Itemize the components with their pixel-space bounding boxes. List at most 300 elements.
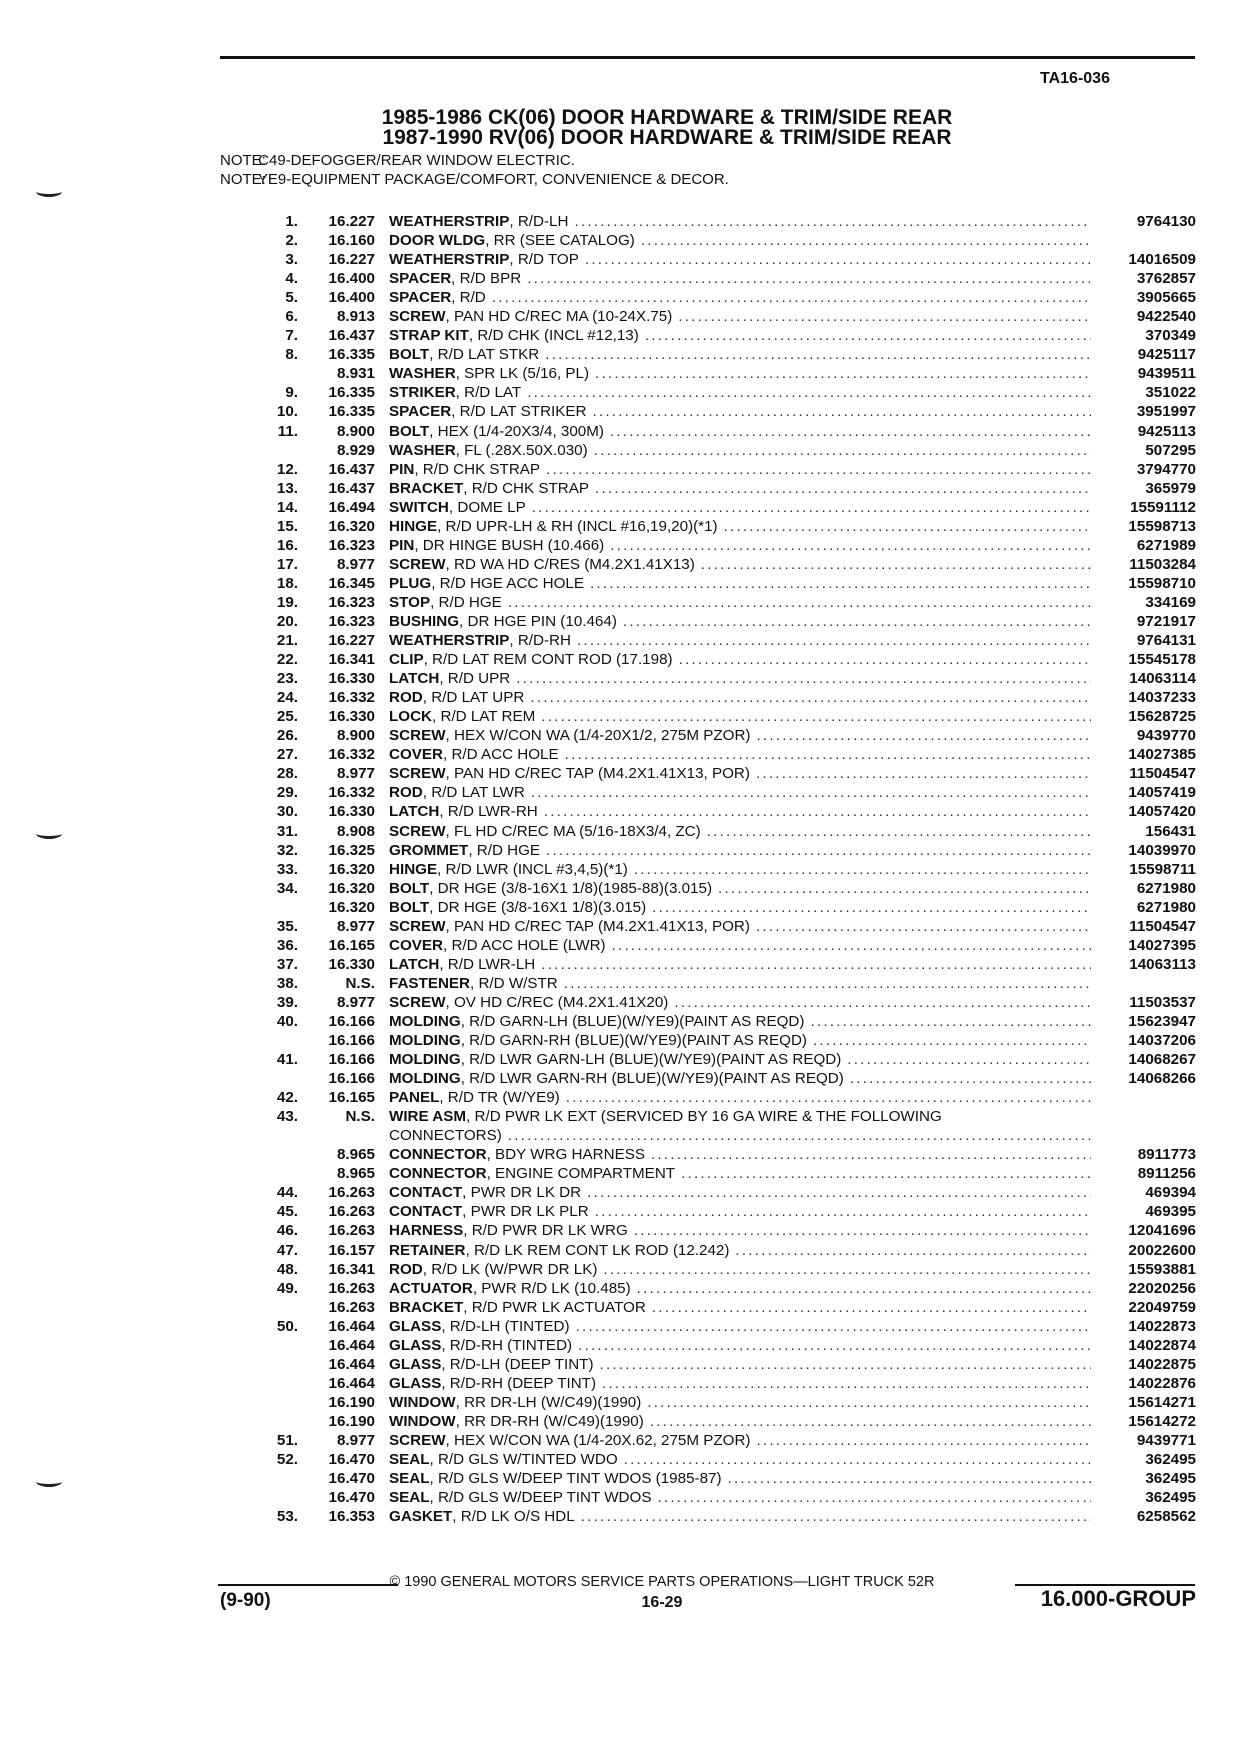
part-detail: CONNECTORS): [389, 1127, 502, 1145]
group-number: 16.320: [328, 879, 375, 897]
item-number: 21.: [276, 632, 298, 650]
parts-row: [260, 326, 1196, 345]
description-text: [389, 1221, 628, 1240]
group-number: 16.330: [328, 670, 375, 688]
part-number: 507295: [1145, 441, 1196, 459]
description-text: [389, 364, 589, 383]
group-number: 16.320: [328, 860, 375, 878]
description: [389, 402, 1091, 421]
description: [389, 1050, 1091, 1069]
part-detail: , ENGINE COMPARTMENT: [486, 1165, 676, 1183]
group-number: 16.227: [328, 632, 375, 650]
parts-row: [260, 936, 1196, 955]
description: [389, 593, 1091, 612]
group-number: 16.335: [328, 403, 375, 421]
description-text: [389, 555, 695, 574]
group-label: 16.000-GROUP: [1040, 1586, 1196, 1611]
part-number: 20022600: [1128, 1241, 1196, 1259]
part-detail: , DR HGE (3/8-16X1 1/8)(3.015): [429, 898, 647, 916]
item-number: 16.: [276, 536, 298, 554]
item-number: 24.: [276, 689, 298, 707]
description: [389, 650, 1091, 669]
description-text: [389, 841, 540, 860]
item-number: 11.: [277, 422, 298, 440]
part-number: 351022: [1145, 384, 1196, 402]
group-number: 16.494: [328, 498, 375, 516]
parts-row: [260, 250, 1196, 269]
group-number: 16.464: [328, 1355, 375, 1373]
description-text: [389, 1031, 807, 1050]
item-number: 41.: [276, 1051, 298, 1069]
part-number: 9764131: [1136, 632, 1196, 650]
description-text: [389, 1050, 841, 1069]
item-number: 3.: [285, 251, 298, 269]
part-number: 11504547: [1129, 917, 1196, 935]
binder-hole-mark: [36, 186, 62, 197]
part-detail: , R/D TR (W/YE9): [439, 1089, 560, 1107]
part-number: 15628725: [1128, 708, 1196, 726]
description: [389, 498, 1091, 517]
leader-dots: [750, 917, 1091, 936]
part-number: 6258562: [1136, 1508, 1196, 1526]
part-detail: , PAN HD C/REC TAP (M4.2X1.41X13, POR): [445, 917, 750, 935]
item-number: 29.: [276, 784, 298, 802]
item-number: 14.: [276, 498, 298, 516]
group-number: 16.330: [328, 955, 375, 973]
part-detail: , R/D GLS W/TINTED WDO: [429, 1451, 618, 1469]
description-text: [389, 517, 718, 536]
part-number: 11503284: [1129, 555, 1196, 573]
group-number: 16.263: [328, 1222, 375, 1240]
description: [389, 1450, 1091, 1469]
item-number: 10.: [276, 403, 298, 421]
part-name: CONTACT: [389, 1203, 463, 1221]
part-detail: , FL (.28X.50X.030): [455, 441, 588, 459]
group-number: 16.335: [328, 346, 375, 364]
group-number: 16.470: [328, 1470, 375, 1488]
item-number: 30.: [276, 803, 298, 821]
parts-row: [260, 460, 1196, 479]
description: [389, 1183, 1091, 1202]
description: [389, 879, 1091, 898]
part-name: SPACER: [389, 289, 452, 307]
parts-row: [260, 1050, 1196, 1069]
part-name: SEAL: [389, 1451, 430, 1469]
description-text: [389, 422, 604, 441]
description-text: [389, 917, 750, 936]
description-text: [389, 1488, 651, 1507]
parts-row: [260, 707, 1196, 726]
parts-row: [260, 593, 1196, 612]
group-number: 16.263: [328, 1184, 375, 1202]
leader-dots: [606, 936, 1091, 955]
parts-row: [260, 345, 1196, 364]
part-detail: , R/D W/STR: [470, 974, 558, 992]
description-text: [389, 1298, 646, 1317]
parts-row: [260, 1088, 1196, 1107]
part-name: WEATHERSTRIP: [389, 632, 510, 650]
description-text: [389, 1507, 575, 1526]
part-name: SCREW: [389, 917, 446, 935]
part-name: LATCH: [389, 955, 440, 973]
leader-dots: [540, 841, 1091, 860]
group-number: 16.332: [328, 746, 375, 764]
item-number: 20.: [276, 612, 298, 630]
part-number: 14063114: [1129, 670, 1196, 688]
part-number: 14027385: [1128, 746, 1196, 764]
group-number: 8.965: [336, 1146, 375, 1164]
part-detail: , HEX (1/4-20X3/4, 300M): [429, 422, 604, 440]
description-text: [389, 593, 502, 612]
part-detail: , R/D TOP: [509, 251, 579, 269]
item-number: 38.: [276, 974, 298, 992]
group-number: 8.977: [336, 993, 375, 1011]
part-detail: , RR (SEE CATALOG): [485, 232, 635, 250]
parts-row: [260, 993, 1196, 1012]
part-name: CLIP: [389, 651, 424, 669]
description-text: [389, 231, 635, 250]
group-number: 16.470: [328, 1489, 375, 1507]
group-number: 16.332: [328, 784, 375, 802]
part-name: GLASS: [389, 1374, 442, 1392]
description: [389, 1202, 1091, 1221]
part-detail: , R/D LK O/S HDL: [452, 1508, 575, 1526]
group-number: 16.190: [328, 1393, 375, 1411]
description: [389, 936, 1091, 955]
item-number: 9.: [285, 384, 298, 402]
part-name: SCREW: [389, 993, 446, 1011]
parts-row: [260, 1145, 1196, 1164]
item-number: 49.: [276, 1279, 298, 1297]
group-number: 16.400: [328, 270, 375, 288]
part-number: 15598711: [1129, 860, 1196, 878]
part-name: STOP: [389, 593, 431, 611]
parts-row: [260, 1202, 1196, 1221]
leader-dots: [570, 1317, 1091, 1336]
description-text: [389, 1183, 581, 1202]
parts-row: [260, 231, 1196, 250]
part-detail: , R/D-RH: [509, 632, 571, 650]
part-detail: , PWR DR LK PLR: [462, 1203, 589, 1221]
description-text: [389, 326, 639, 345]
part-name: SEAL: [389, 1470, 430, 1488]
part-name: MOLDING: [389, 1051, 461, 1069]
item-number: 48.: [276, 1260, 298, 1278]
parts-row: [260, 517, 1196, 536]
item-number: 44.: [276, 1184, 298, 1202]
group-number: 16.227: [328, 251, 375, 269]
group-number: 16.165: [328, 1089, 375, 1107]
part-name: FASTENER: [389, 974, 471, 992]
page-ref: TA16-036: [1040, 70, 1110, 87]
item-number: 1.: [285, 213, 298, 230]
item-number: 12.: [276, 460, 298, 478]
parts-row: [260, 745, 1196, 764]
part-number: 8911256: [1137, 1165, 1196, 1183]
leader-dots: [596, 1374, 1091, 1393]
parts-row: [260, 1279, 1196, 1298]
group-number: 8.977: [336, 555, 375, 573]
note-label: NOTE:: [220, 152, 266, 169]
description-text: [389, 993, 668, 1012]
group-number: 16.166: [328, 1051, 375, 1069]
item-number: 18.: [276, 574, 298, 592]
item-number: 5.: [285, 289, 298, 307]
description: [389, 479, 1091, 498]
part-detail: , SPR LK (5/16, PL): [455, 365, 590, 383]
parts-row: [260, 726, 1196, 745]
part-detail: , R/D LWR GARN-LH (BLUE)(W/YE9)(PAINT AS REQD): [460, 1051, 842, 1069]
parts-row: [260, 574, 1196, 593]
description-text: [389, 1393, 641, 1412]
group-number: 16.323: [328, 593, 375, 611]
part-detail: , R/D-LH: [509, 213, 569, 230]
parts-row: [260, 1355, 1196, 1374]
parts-row: [260, 1298, 1196, 1317]
part-detail: , RR DR-LH (W/C49)(1990): [455, 1393, 642, 1411]
note-label: NOTE:: [220, 171, 266, 188]
parts-row: [260, 402, 1196, 421]
leader-dots: [604, 536, 1091, 555]
leader-dots: [628, 860, 1091, 879]
item-number: 23.: [276, 670, 298, 688]
description-text: [389, 1450, 618, 1469]
part-name: ROD: [389, 1260, 423, 1278]
note-text: C49-DEFOGGER/REAR WINDOW ELECTRIC.: [258, 152, 575, 169]
description-text: [389, 269, 521, 288]
part-name: HINGE: [389, 860, 438, 878]
description: [389, 860, 1091, 879]
leader-dots: [712, 879, 1091, 898]
part-name: GLASS: [389, 1336, 442, 1354]
leader-dots: [617, 612, 1091, 631]
part-detail: , RR DR-RH (W/C49)(1990): [455, 1412, 644, 1430]
parts-row: [260, 764, 1196, 783]
item-number: 6.: [285, 308, 298, 326]
description-text: [389, 536, 604, 555]
part-number: 362495: [1145, 1470, 1196, 1488]
group-number: 8.900: [336, 422, 375, 440]
item-number: 22.: [276, 651, 298, 669]
description-text: [389, 1412, 644, 1431]
part-detail: , R/D-LH (DEEP TINT): [441, 1355, 594, 1373]
parts-row: [260, 612, 1196, 631]
part-number: 9439511: [1137, 365, 1196, 383]
group-number: 16.166: [328, 1032, 375, 1050]
description: [389, 441, 1091, 460]
group-number: 16.320: [328, 517, 375, 535]
group-number: 16.325: [328, 841, 375, 859]
leader-dots: [597, 1260, 1091, 1279]
item-number: 39.: [276, 993, 298, 1011]
description: [389, 783, 1091, 802]
leader-dots: [841, 1050, 1091, 1069]
item-number: 50.: [276, 1317, 298, 1335]
part-name: GLASS: [389, 1317, 442, 1335]
description-text: [389, 212, 568, 231]
group-number: 16.227: [328, 213, 375, 230]
part-name: PANEL: [389, 1089, 440, 1107]
description: [389, 1164, 1091, 1183]
description: [389, 1221, 1091, 1240]
description: [389, 460, 1091, 479]
description: [389, 669, 1091, 688]
description-text: [389, 1107, 942, 1126]
description: [389, 1507, 1091, 1526]
part-name: SPACER: [389, 270, 452, 288]
part-number: 15623947: [1128, 1012, 1196, 1030]
part-name: BOLT: [389, 898, 430, 916]
item-number: 45.: [276, 1203, 298, 1221]
item-number: 33.: [276, 860, 298, 878]
parts-row: [260, 479, 1196, 498]
part-number: 9425113: [1137, 422, 1196, 440]
item-number: 28.: [276, 765, 298, 783]
group-number: 16.263: [328, 1203, 375, 1221]
description: [389, 1412, 1091, 1431]
part-name: GASKET: [389, 1508, 453, 1526]
group-number: 8.977: [336, 917, 375, 935]
group-number: 16.263: [328, 1298, 375, 1316]
description: [389, 745, 1091, 764]
part-number: 14057420: [1128, 803, 1196, 821]
group-number: 8.977: [336, 765, 375, 783]
description: [389, 307, 1091, 326]
part-detail: , PWR DR LK DR: [462, 1184, 582, 1202]
part-detail: , HEX W/CON WA (1/4-20X1/2, 275M PZOR): [445, 727, 751, 745]
part-number: 3951997: [1136, 403, 1196, 421]
group-number: 16.335: [328, 384, 375, 402]
description: [389, 974, 1091, 993]
part-number: 370349: [1145, 327, 1196, 345]
part-name: WINDOW: [389, 1393, 456, 1411]
parts-row: [260, 1507, 1196, 1526]
page-title-line-2: 1987-1990 RV(06) DOOR HARDWARE & TRIM/SIDE REAR: [382, 126, 952, 149]
part-number: 362495: [1145, 1451, 1196, 1469]
group-number: 16.437: [328, 327, 375, 345]
parts-row: [260, 1336, 1196, 1355]
description: [389, 1241, 1091, 1260]
description-text: [389, 1088, 560, 1107]
part-number: 469394: [1145, 1184, 1196, 1202]
item-number: 51.: [276, 1432, 298, 1449]
leader-dots: [646, 1298, 1091, 1317]
part-number: 14037233: [1128, 689, 1196, 707]
leader-dots: [807, 1031, 1091, 1050]
group-number: 16.166: [328, 1012, 375, 1030]
part-number: 15593881: [1128, 1260, 1196, 1278]
item-number: 46.: [276, 1222, 298, 1240]
part-name: LOCK: [389, 708, 433, 726]
leader-dots: [540, 460, 1091, 479]
part-name: MOLDING: [389, 1012, 461, 1030]
part-detail: , DR HGE PIN (10.464): [459, 612, 617, 630]
part-detail: , R/D LAT STRIKER: [451, 403, 587, 421]
item-number: 25.: [276, 708, 298, 726]
group-number: 16.190: [328, 1412, 375, 1430]
description-text: [389, 1241, 729, 1260]
description: [389, 822, 1091, 841]
part-name: MOLDING: [389, 1032, 461, 1050]
leader-dots: [589, 1202, 1091, 1221]
copyright: © 1990 GENERAL MOTORS SERVICE PARTS OPERATIONS—LIGHT TRUCK 52R: [389, 1574, 935, 1590]
leader-dots: [618, 1450, 1091, 1469]
description-text: [389, 1069, 844, 1088]
item-number: 32.: [276, 841, 298, 859]
part-number: 334169: [1145, 593, 1196, 611]
group-number: 16.323: [328, 612, 375, 630]
part-name: ACTUATOR: [389, 1279, 473, 1297]
parts-row: [260, 212, 1196, 231]
parts-row: [260, 688, 1196, 707]
description-text: [389, 1279, 631, 1298]
parts-row: [260, 650, 1196, 669]
group-number: 8.965: [336, 1165, 375, 1183]
description-text: [389, 402, 586, 421]
group-number: 16.330: [328, 803, 375, 821]
parts-row: [260, 364, 1196, 383]
part-name: COVER: [389, 746, 444, 764]
description: [389, 1431, 1091, 1450]
parts-row: [260, 917, 1196, 936]
group-number: 16.157: [328, 1241, 375, 1259]
part-detail: , DOME LP: [448, 498, 526, 516]
part-detail: , R/D BPR: [451, 270, 522, 288]
part-name: CONNECTOR: [389, 1146, 487, 1164]
part-detail: , R/D LAT REM: [432, 708, 536, 726]
notes: [220, 151, 729, 189]
part-number: 22020256: [1128, 1279, 1196, 1297]
description-text: [389, 574, 584, 593]
part-detail: , PWR R/D LK (10.485): [472, 1279, 631, 1297]
group-number: 8.913: [336, 308, 375, 326]
part-detail: , R/D PWR LK ACTUATOR: [463, 1298, 646, 1316]
part-number: 15598710: [1128, 574, 1196, 592]
item-number: 8.: [285, 346, 298, 364]
description-text: [389, 383, 521, 402]
part-number: 365979: [1145, 479, 1196, 497]
part-name: DOOR WLDG: [389, 232, 486, 250]
part-name: SCREW: [389, 765, 446, 783]
description-text: [389, 1469, 722, 1488]
leader-dots: [502, 593, 1091, 612]
parts-row: [260, 1031, 1196, 1050]
description-text: [389, 1336, 572, 1355]
part-detail: , R/D ACC HOLE: [443, 746, 559, 764]
group-number: 16.437: [328, 479, 375, 497]
group-number: 16.345: [328, 574, 375, 592]
part-name: LATCH: [389, 803, 440, 821]
part-detail: , R/D LWR-LH: [439, 955, 536, 973]
description: [389, 1469, 1091, 1488]
description: [389, 707, 1091, 726]
description: [389, 1298, 1091, 1317]
leader-dots: [510, 669, 1091, 688]
part-name: GROMMET: [389, 841, 469, 859]
description-text: [389, 250, 579, 269]
part-detail: , R/D GARN-RH (BLUE)(W/YE9)(PAINT AS REQD): [460, 1032, 807, 1050]
part-number: 14022874: [1128, 1336, 1196, 1354]
part-name: SCREW: [389, 555, 446, 573]
description: [389, 1336, 1091, 1355]
part-name: ROD: [389, 784, 423, 802]
parts-row: [260, 1183, 1196, 1202]
leader-dots: [673, 650, 1091, 669]
item-number: 13.: [276, 479, 298, 497]
description: [389, 1088, 1091, 1107]
description-text: [389, 345, 539, 364]
part-number: 14027395: [1128, 936, 1196, 954]
